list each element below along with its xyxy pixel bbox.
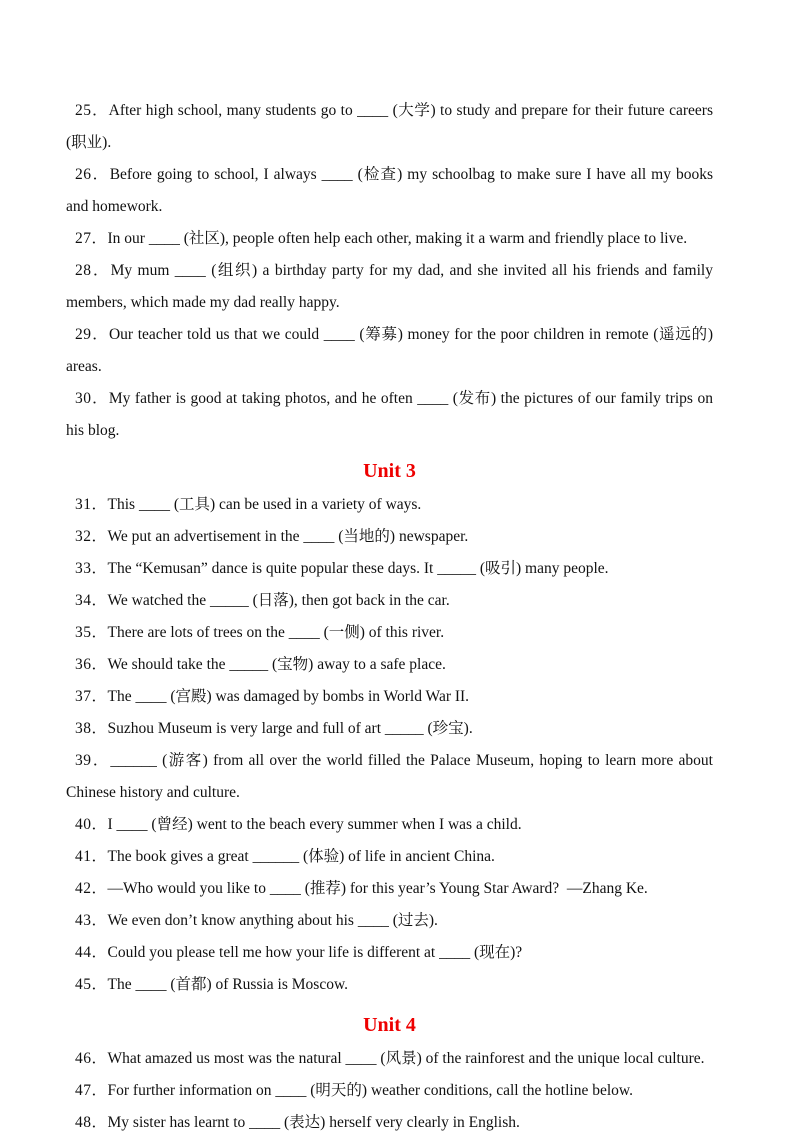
item-number: 30． [75, 390, 109, 407]
item-number: 33． [75, 560, 108, 577]
item-number: 35． [75, 624, 108, 641]
exercise-item [66, 969, 713, 1001]
item-number: 44． [75, 944, 108, 961]
item-number: 38． [75, 720, 108, 737]
item-number: 47． [75, 1082, 108, 1099]
unit-4-heading: Unit 4 [363, 1014, 416, 1036]
exercise-item [66, 1107, 713, 1139]
exercise-item [66, 905, 713, 937]
item-text: The book gives a great ______ (体验) of life in ancient China. [107, 848, 495, 865]
item-text: My sister has learnt to ____ (表达) herself very clearly in English. [107, 1114, 520, 1131]
exercise-item [66, 1075, 713, 1107]
item-text: Our teacher told us that we could ____ (筹募) money for the poor children in remote (遥远的) areas. [66, 326, 713, 375]
item-number: 28． [75, 262, 111, 279]
item-text: What amazed us most was the natural ____ (风景) of the rainforest and the unique local culture. [107, 1050, 705, 1067]
exercise-item [66, 159, 713, 223]
item-text: The “Kemusan” dance is quite popular these days. It _____ (吸引) many people. [107, 560, 609, 577]
item-text: The ____ (首都) of Russia is Moscow. [107, 976, 349, 993]
item-text: We put an advertisement in the ____ (当地的) newspaper. [107, 528, 469, 545]
item-number: 37． [75, 688, 108, 705]
item-number: 31． [75, 496, 108, 513]
exercise-item [66, 1043, 713, 1075]
exercise-item [66, 319, 713, 383]
exercise-item [66, 617, 713, 649]
exercise-item [66, 809, 713, 841]
item-text: After high school, many students go to ____ (大学) to study and prepare for their future careers (职业). [66, 102, 713, 151]
item-text: We even don’t know anything about his ____ (过去). [107, 912, 438, 929]
item-text: We watched the _____ (日落), then got back in the car. [107, 592, 450, 609]
unit-3-heading: Unit 3 [363, 460, 416, 482]
exercise-item [66, 745, 713, 809]
exercise-item [66, 223, 713, 255]
item-number: 41． [75, 848, 108, 865]
exercise-item [66, 521, 713, 553]
item-text: Could you please tell me how your life is different at ____ (现在)? [107, 944, 523, 961]
item-number: 40． [75, 816, 108, 833]
item-text: —Who would you like to ____ (推荐) for this year’s Young Star Award? —Zhang Ke. [107, 880, 648, 897]
exercise-item [66, 681, 713, 713]
item-number: 46． [75, 1050, 108, 1067]
item-text: The ____ (宫殿) was damaged by bombs in World War II. [107, 688, 470, 705]
item-number: 27． [75, 230, 108, 247]
exercise-item [66, 553, 713, 585]
item-number: 26． [75, 166, 110, 183]
exercise-item [66, 841, 713, 873]
exercise-item [66, 713, 713, 745]
item-number: 34． [75, 592, 108, 609]
item-text: We should take the _____ (宝物) away to a safe place. [107, 656, 446, 673]
item-number: 36． [75, 656, 108, 673]
item-number: 32． [75, 528, 108, 545]
item-number: 43． [75, 912, 108, 929]
item-text: I ____ (曾经) went to the beach every summer when I was a child. [107, 816, 522, 833]
item-number: 29． [75, 326, 109, 343]
exercise-item [66, 255, 713, 319]
item-number: 25． [75, 102, 109, 119]
item-text: Before going to school, I always ____ (检查) my schoolbag to make sure I have all my books and homework. [66, 166, 713, 215]
item-text: For further information on ____ (明天的) weather conditions, call the hotline below. [107, 1082, 633, 1099]
exercise-item [66, 95, 713, 159]
exercise-item [66, 489, 713, 521]
item-text: My father is good at taking photos, and he often ____ (发布) the pictures of our family trips on his blog. [66, 390, 713, 439]
exercise-item [66, 383, 713, 447]
item-number: 45． [75, 976, 108, 993]
item-text: This ____ (工具) can be used in a variety of ways. [107, 496, 422, 513]
item-text: In our ____ (社区), people often help each other, making it a warm and friendly place to live. [107, 230, 688, 247]
exercise-item [66, 649, 713, 681]
item-text: There are lots of trees on the ____ (一侧) of this river. [107, 624, 445, 641]
item-number: 42． [75, 880, 108, 897]
exercise-item [66, 937, 713, 969]
item-text: Suzhou Museum is very large and full of art _____ (珍宝). [107, 720, 473, 737]
item-text: My mum ____ (组织) a birthday party for my dad, and she invited all his friends and family members, which made my dad really happy. [66, 262, 713, 311]
exercise-item [66, 873, 713, 905]
item-text: ______ (游客) from all over the world filled the Palace Museum, hoping to learn more about Chinese history and culture. [66, 752, 713, 801]
exercise-item [66, 585, 713, 617]
item-number: 39． [75, 752, 111, 769]
item-number: 48． [75, 1114, 108, 1131]
